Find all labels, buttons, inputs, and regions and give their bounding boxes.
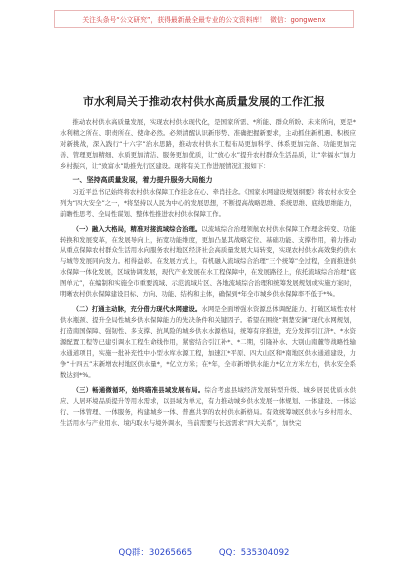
promo-banner (54, 10, 354, 28)
subsection-text-3: 综合考虑县域经济发展转型升级、城乡居民优质水供应、人居环境品质提升等用水需求，以县域为单元，有力推动城乡供水发展一体规划、一体建设、一体运行、一体管理、一体服务，构建城乡一体、普惠共享的农村供水新格局。有效统筹城区供水与乡村用水、生活用水与产业用水、境内取水与境外调水，当前需要与长远需求“四大关系”，加快完 (60, 386, 356, 427)
subsection-paragraph-1 (60, 225, 356, 302)
qq-number: QQ：535304092 (218, 548, 290, 558)
subsection-paragraph-3 (60, 386, 356, 430)
subsection-text-1: 以流域综合治理领航农村供水保障工作理念转变、功能转换和发展变革，在发展导向上，拓宽功能维度，更加凸显其战略定位、基础功能、支撑作用，着力推动从重点保障农村群众生活用水向服务农村地区经济社会高质量发展大局转变，实现农村供水高效集约供水与城等发展同向发力。相得益彰。在发展方式上，有机融入流域综合治理“三个统筹”全过程，全面推进供水保障一体化发展，区域协调发展，现代产业发展在水工程保障中，在发展路径上，依托流域综合治理“底图单元”，在编制和实施全市重要流域、示范流域片区、各地流域综合治理和统筹发展规划或实施方案时，明晰农村供水保障建设目标、方向、功能、结构和主体，确保到*年全市城乡供水保障率不低于*%。 (60, 225, 356, 299)
subsection-label-2: （二）打通主动脉，充分借力现代水网建设。 (72, 306, 202, 314)
subsection-label-1: （一）融入大格局，精准对接流域综合治理。 (72, 225, 202, 233)
banner-text: 关注头条号“公文研究”，获得最新最全最专业的公文资料库！ (82, 16, 267, 24)
banner-wechat: 微信：gongwenx (270, 16, 326, 24)
page-title: 市水利局关于推动农村供水高质量发展的工作汇报 (83, 95, 325, 108)
subsection-paragraph-2 (60, 305, 356, 382)
section-heading: 一、坚持高质量发展，着力提升服务大局能力 (72, 175, 213, 184)
contact-footer (0, 546, 408, 558)
body-paragraph: 习近平总书记始终将农村供水保障工作挂念在心、牵肖挂念。《国家水网建设规划纲要》将农村水安全列为“四大安全”之一，*将坚持以人民为中心的发展思想，不断提高战略思维、系统思维、底线思维能力，前瞻性思考、全局性谋划、整体性推进农村供水保障工作。 (60, 188, 356, 218)
document-body (60, 118, 356, 430)
intro-paragraph: 推动农村供水高质量发展，实现农村供水现代化，是国家所需、*所能、群众所盼、未来所向，更是*水利精之所在、职责所在、使命必然。必须清醒认识新形势、准确把握新要求，主动抓住新机遇、积极应对新挑战，深入践行“十六字”治水思路，推动农村供水工程布局更加科学、体系更加完备、功能更加完善、管理更加精细、水质更加清洁、服务更加优质，让“放心水”提升农村群众生活品质，让“幸福水”加力乡村振兴，让“致富水”助推先行区建设。现将有关工作进展情况汇报如下： (60, 119, 356, 170)
subsection-label-3: （三）畅通微循环，始终瞄准县域发展布局。 (72, 386, 205, 394)
subsection-text-2: 水网是全面增强水资源总体调配能力、打破区域性农村供水瓶颈、提升全局性城乡供水保障能力的先决条件和关键因子。希望在围绕“荆楚安澜”现代水网规划，打造南国保障、强韧性、多支撑、抗风险的城乡供水水源格局，统筹有序推进，充分发挥引江济*、*水资源配置工程等已建引调水工程生命线作用，紧密结合引江补*、*二期，引隆补水、大别山南麓等战略性输水通道项目，实施一批补充性中小型水库水源工程，加速江*平原、四大山区和*南地区供水通道建设，力争“十四五”末新增农村地区供水量*，*亿立方米；在*年，全市新增供水能力*亿立方米左右，供水安全系数达到*%。 (60, 306, 356, 379)
qq-group: QQ群：30265665 (118, 548, 193, 558)
